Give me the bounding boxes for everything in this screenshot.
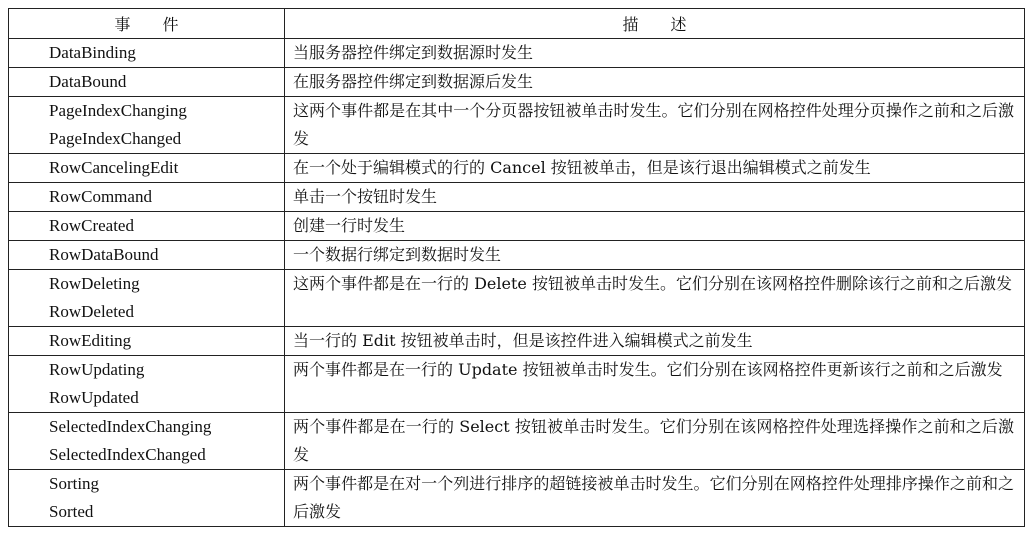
description-cell	[285, 68, 1025, 97]
header-description: 描 述	[285, 9, 1025, 39]
description-text: 当一行的 Edit 按钮被单击时，但是该控件进入编辑模式之前发生	[293, 331, 753, 350]
event-name: RowCreated	[49, 216, 134, 235]
event-name: RowEditing	[49, 331, 132, 350]
table-row	[9, 356, 1025, 413]
description-text: 在服务器控件绑定到数据源后发生	[293, 72, 534, 91]
event-name: DataBound	[49, 72, 127, 91]
description-text: 两个事件都是在一行的 Update 按钮被单击时发生。它们分别在该网格控件更新该行之前和之后激发	[293, 360, 1003, 379]
event-name: RowDeleting	[49, 274, 140, 293]
table-row	[9, 470, 1025, 527]
event-table-container	[8, 8, 1024, 527]
description-text: 当服务器控件绑定到数据源时发生	[293, 43, 534, 62]
description-cell	[285, 470, 1025, 527]
table-row	[9, 68, 1025, 97]
description-text: 单击一个按钮时发生	[293, 187, 438, 206]
description-cell	[285, 154, 1025, 183]
table-body	[9, 39, 1025, 527]
description-cell	[285, 241, 1025, 270]
table-row	[9, 183, 1025, 212]
description-cell	[285, 97, 1025, 154]
description-cell	[285, 327, 1025, 356]
event-name: Sorted	[49, 502, 94, 521]
description-text: 一个数据行绑定到数据时发生	[293, 245, 502, 264]
event-table	[8, 8, 1025, 527]
table-row	[9, 97, 1025, 154]
event-name: RowCommand	[49, 187, 152, 206]
event-name: PageIndexChanged	[49, 129, 182, 148]
table-row	[9, 39, 1025, 68]
description-text: 创建一行时发生	[293, 216, 406, 235]
table-row	[9, 413, 1025, 470]
event-cell	[9, 327, 285, 356]
table-row	[9, 327, 1025, 356]
event-cell	[9, 154, 285, 183]
event-cell	[9, 356, 285, 413]
description-text: 这两个事件都是在一行的 Delete 按钮被单击时发生。它们分别在该网格控件删除该行之前和之后激发	[293, 274, 1012, 293]
event-cell	[9, 413, 285, 470]
description-text: 这两个事件都是在其中一个分页器按钮被单击时发生。它们分别在网格控件处理分页操作之前和之后激发	[293, 101, 1014, 148]
description-text: 两个事件都是在对一个列进行排序的超链接被单击时发生。它们分别在网格控件处理排序操作之前和之后激发	[293, 474, 1014, 521]
description-cell	[285, 413, 1025, 470]
event-name: SelectedIndexChanged	[49, 445, 206, 464]
description-text: 在一个处于编辑模式的行的 Cancel 按钮被单击，但是该行退出编辑模式之前发生	[293, 158, 871, 177]
description-text: 两个事件都是在一行的 Select 按钮被单击时发生。它们分别在该网格控件处理选择操作之前和之后激发	[293, 417, 1014, 464]
description-cell	[285, 356, 1025, 413]
table-row	[9, 270, 1025, 327]
event-name: RowCancelingEdit	[49, 158, 179, 177]
description-cell	[285, 183, 1025, 212]
table-row	[9, 241, 1025, 270]
event-cell	[9, 183, 285, 212]
event-name: Sorting	[49, 474, 100, 493]
table-row	[9, 154, 1025, 183]
event-name: RowDataBound	[49, 245, 159, 264]
event-name: RowUpdated	[49, 388, 139, 407]
description-cell	[285, 212, 1025, 241]
event-name: RowUpdating	[49, 360, 145, 379]
description-cell	[285, 39, 1025, 68]
event-cell	[9, 241, 285, 270]
event-name: SelectedIndexChanging	[49, 417, 212, 436]
event-name: PageIndexChanging	[49, 101, 187, 120]
event-cell	[9, 68, 285, 97]
description-cell	[285, 270, 1025, 327]
table-row	[9, 212, 1025, 241]
event-cell	[9, 212, 285, 241]
event-cell	[9, 39, 285, 68]
event-cell	[9, 470, 285, 527]
event-name: RowDeleted	[49, 302, 134, 321]
event-cell	[9, 97, 285, 154]
event-cell	[9, 270, 285, 327]
event-name: DataBinding	[49, 43, 136, 62]
header-event: 事 件	[9, 9, 285, 39]
table-header-row	[9, 9, 1025, 39]
